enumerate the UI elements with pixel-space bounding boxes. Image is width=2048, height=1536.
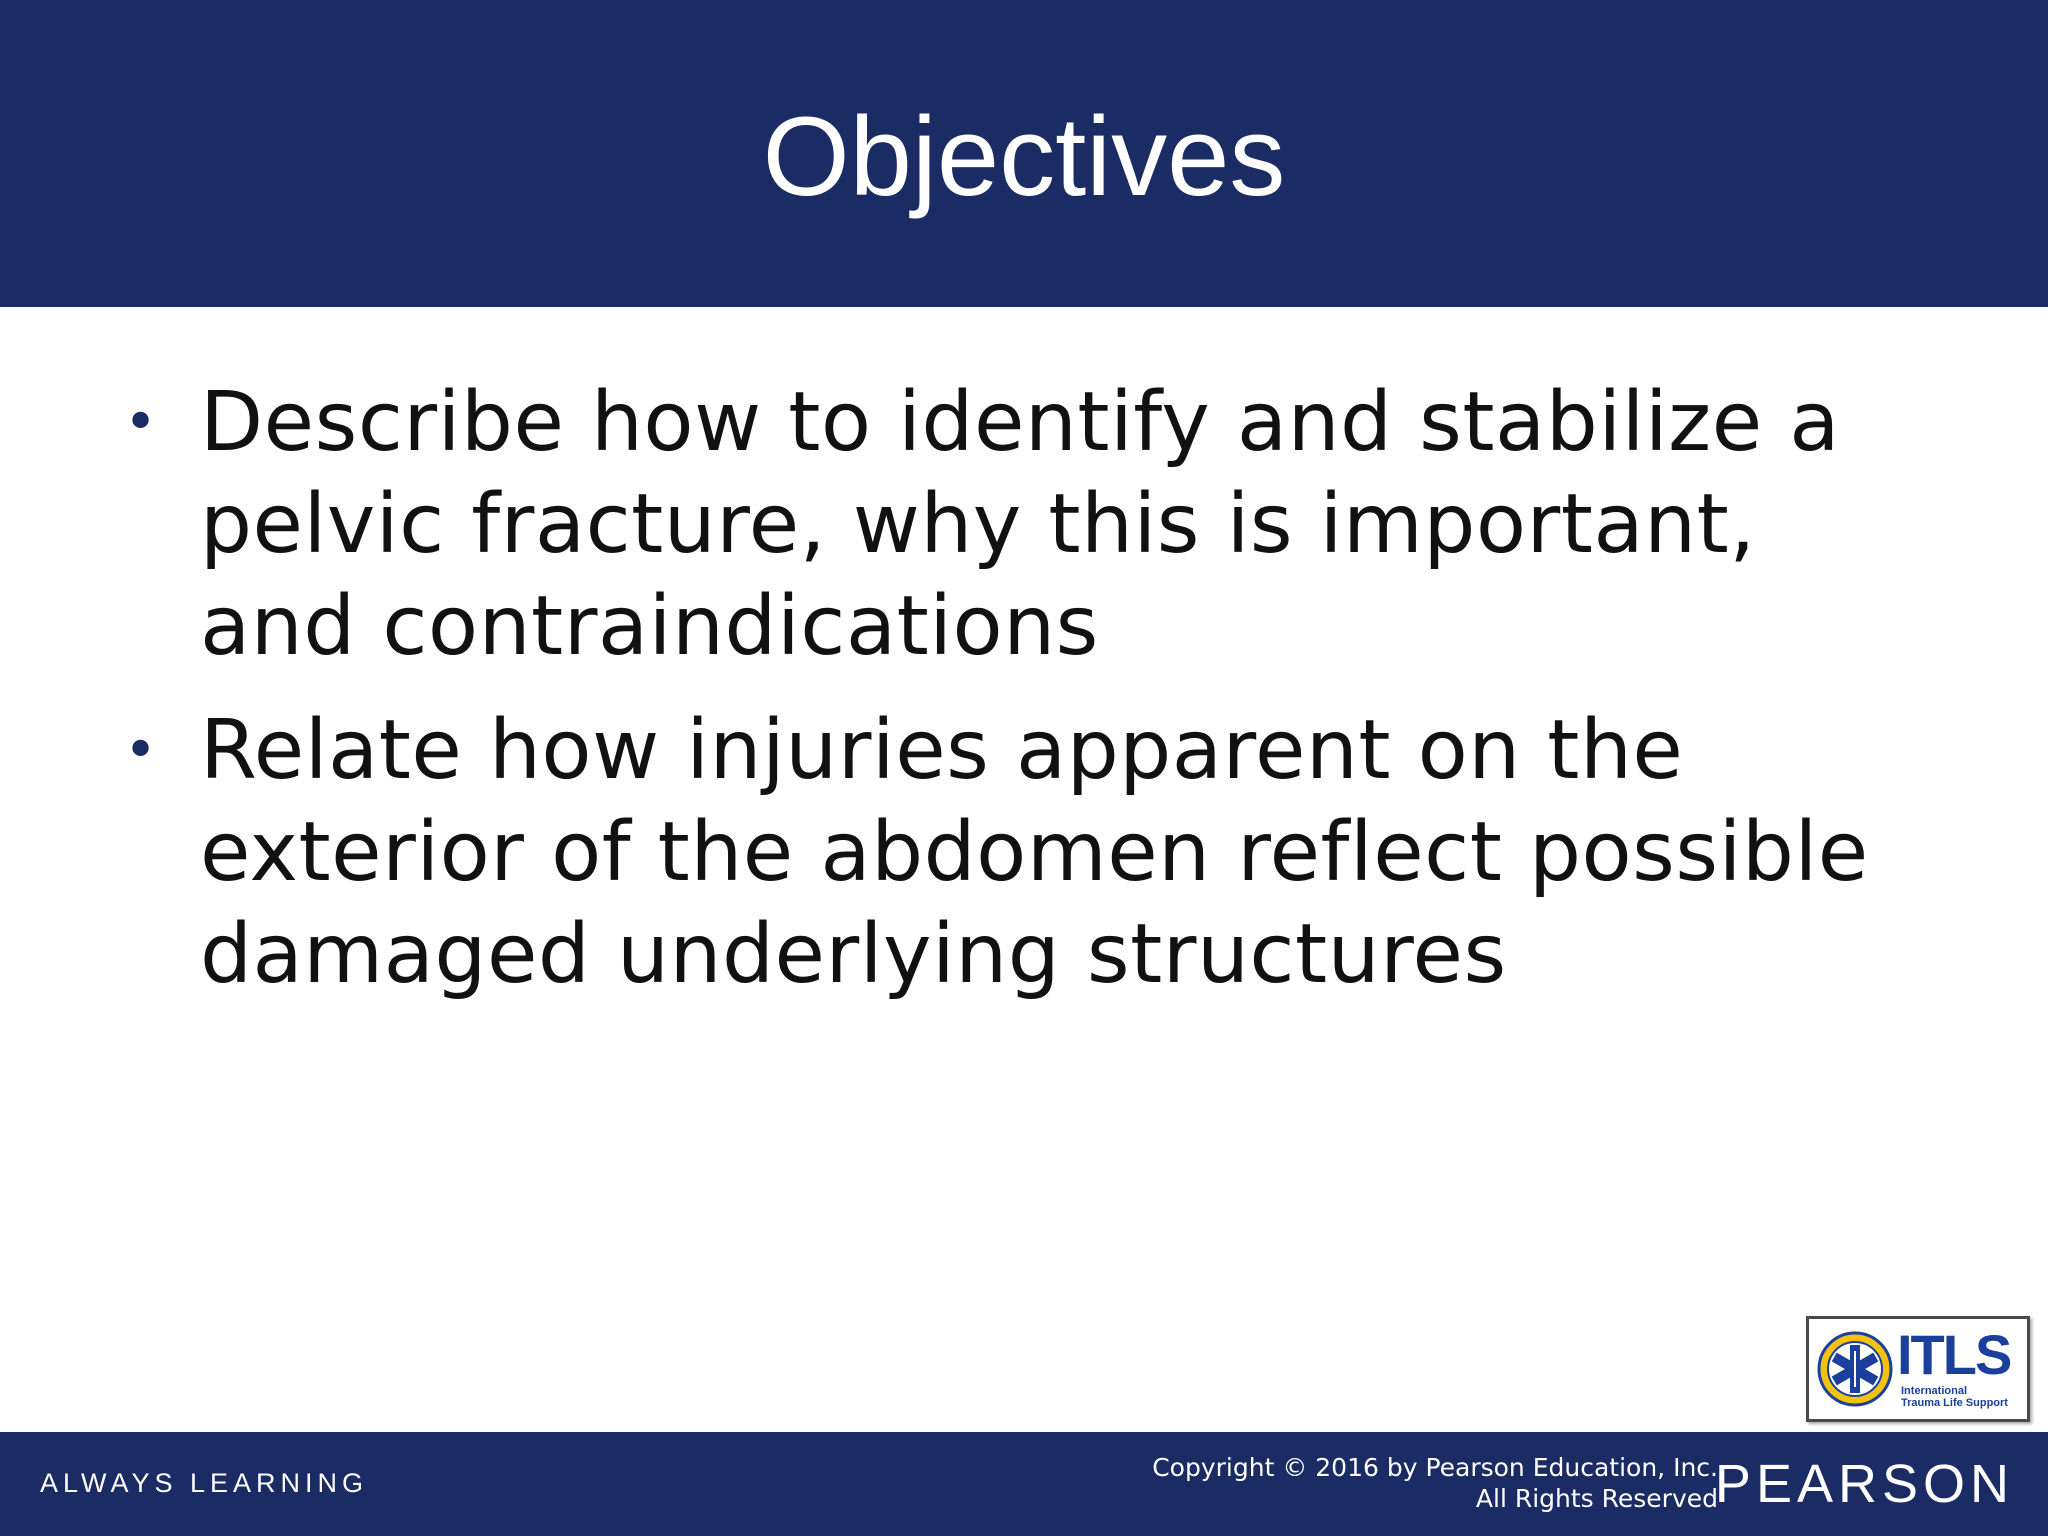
bullet-line: damaged underlying structures <box>200 907 1507 1002</box>
footer-bar <box>0 1432 2048 1536</box>
bullet-line: exterior of the abdomen reflect possible <box>200 805 1869 900</box>
logo-subtitle-line: Trauma Life Support <box>1901 1397 2008 1409</box>
pearson-logo: PEARSON <box>1714 1454 2014 1514</box>
bullet-line: Relate how injuries apparent on the <box>200 703 1684 798</box>
footer-tagline: ALWAYS LEARNING <box>40 1468 369 1498</box>
bullet-dot-icon: • <box>124 390 158 455</box>
bullet-dot-icon: • <box>124 718 158 783</box>
star-of-life-icon <box>1817 1331 1893 1407</box>
itls-logo <box>1806 1316 2030 1422</box>
title-bar <box>0 0 2048 307</box>
slide-title: Objectives <box>762 94 1286 219</box>
bullet-line: and contraindications <box>200 579 1099 674</box>
copyright-notice <box>1152 1452 1718 1514</box>
logo-subtitle <box>1901 1385 2021 1409</box>
copyright-line: All Rights Reserved <box>1475 1484 1718 1513</box>
bullet-list <box>124 372 1980 1028</box>
logo-subtitle-line: International <box>1901 1385 1968 1397</box>
logo-letters: ITLS <box>1897 1323 2011 1386</box>
bullet-item-1 <box>124 372 1980 678</box>
bullet-line: Describe how to identify and stabilize a <box>200 375 1840 470</box>
copyright-line: Copyright © 2016 by Pearson Education, Inc. <box>1152 1453 1718 1482</box>
bullet-line: pelvic fracture, why this is important, <box>200 477 1756 572</box>
bullet-item-2 <box>124 700 1980 1006</box>
